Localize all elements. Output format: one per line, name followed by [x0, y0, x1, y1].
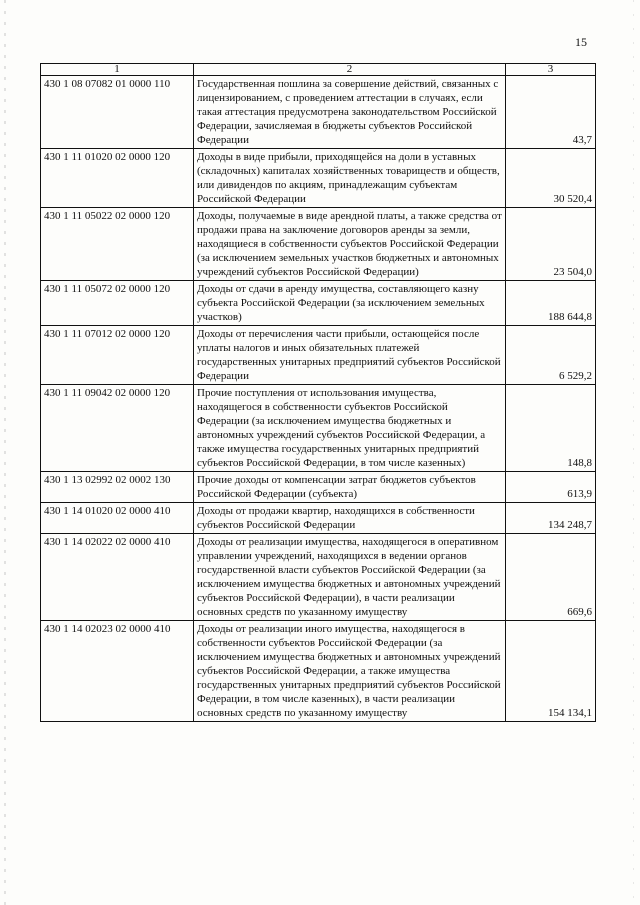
row-description: Доходы от продажи квартир, находящихся в собственности субъектов Российской Федерации [194, 503, 506, 534]
row-code: 430 1 14 01020 02 0000 410 [41, 503, 194, 534]
row-code: 430 1 14 02022 02 0000 410 [41, 534, 194, 621]
column-header-3: 3 [506, 64, 596, 76]
row-code: 430 1 11 01020 02 0000 120 [41, 149, 194, 208]
row-amount: 134 248,7 [506, 503, 596, 534]
row-code: 430 1 11 07012 02 0000 120 [41, 326, 194, 385]
table-row [41, 621, 596, 722]
revenue-table [40, 63, 596, 722]
row-code: 430 1 11 05072 02 0000 120 [41, 281, 194, 326]
row-description: Государственная пошлина за совершение действий, связанных с лицензированием, с проведением аттестации в случаях, если такая аттестация предусмотрена законодательством Российской Федерации, зачисляемая в бюджеты субъектов Российской Федерации [194, 76, 506, 149]
scan-edge-left [4, 0, 6, 905]
row-description: Доходы в виде прибыли, приходящейся на доли в уставных (складочных) капиталах хозяйственных товариществ и обществ, или дивидендов по акциям, принадлежащим субъектам Российской Федерации [194, 149, 506, 208]
row-amount: 30 520,4 [506, 149, 596, 208]
row-amount: 154 134,1 [506, 621, 596, 722]
table-row [41, 385, 596, 472]
row-code: 430 1 13 02992 02 0002 130 [41, 472, 194, 503]
row-description: Доходы от перечисления части прибыли, остающейся после уплаты налогов и иных обязательных платежей государственных унитарных предприятий субъектов Российской Федерации [194, 326, 506, 385]
table-row [41, 76, 596, 149]
row-amount: 43,7 [506, 76, 596, 149]
row-description: Доходы, получаемые в виде арендной платы, а также средства от продажи права на заключение договоров аренды за земли, находящиеся в собственности субъектов Российской Федерации (за исключением земельных участков бюджетных и автономных учреждений субъектов Российской Федерации) [194, 208, 506, 281]
row-code: 430 1 14 02023 02 0000 410 [41, 621, 194, 722]
row-description: Прочие доходы от компенсации затрат бюджетов субъектов Российской Федерации (субъекта) [194, 472, 506, 503]
row-amount: 148,8 [506, 385, 596, 472]
table-row [41, 534, 596, 621]
row-amount: 188 644,8 [506, 281, 596, 326]
row-amount: 669,6 [506, 534, 596, 621]
revenue-table-container [40, 63, 595, 722]
column-header-2: 2 [194, 64, 506, 76]
page-number: 15 [575, 35, 587, 49]
table-row [41, 503, 596, 534]
row-amount: 6 529,2 [506, 326, 596, 385]
scan-edge-right [633, 0, 634, 905]
table-row [41, 208, 596, 281]
row-amount: 613,9 [506, 472, 596, 503]
table-row [41, 149, 596, 208]
table-row [41, 281, 596, 326]
row-description: Доходы от сдачи в аренду имущества, составляющего казну субъекта Российской Федерации (за исключением земельных участков) [194, 281, 506, 326]
table-row [41, 326, 596, 385]
row-description: Доходы от реализации иного имущества, находящегося в собственности субъектов Российской Федерации (за исключением имущества бюджетных и автономных учреждений субъектов Российской Федерации, а также имущества государственных унитарных предприятий субъектов Российской Федерации, в том числе казенных), в части реализации основных средств по указанному имуществу [194, 621, 506, 722]
table-row [41, 472, 596, 503]
column-header-1: 1 [41, 64, 194, 76]
row-code: 430 1 11 05022 02 0000 120 [41, 208, 194, 281]
row-code: 430 1 11 09042 02 0000 120 [41, 385, 194, 472]
row-description: Прочие поступления от использования имущества, находящегося в собственности субъектов Российской Федерации (за исключением имущества бюджетных и автономных учреждений субъектов Российской Федерации, а также имущества государственных унитарных предприятий субъектов Российской Федерации, в том числе казенных) [194, 385, 506, 472]
row-code: 430 1 08 07082 01 0000 110 [41, 76, 194, 149]
table-header-row [41, 64, 596, 76]
row-description: Доходы от реализации имущества, находящегося в оперативном управлении учреждений, находящихся в ведении органов государственной власти субъектов Российской Федерации (за исключением имущества бюджетных и автономных учреждений субъектов Российской Федерации), в части реализации основных средств по указанному имуществу [194, 534, 506, 621]
row-amount: 23 504,0 [506, 208, 596, 281]
